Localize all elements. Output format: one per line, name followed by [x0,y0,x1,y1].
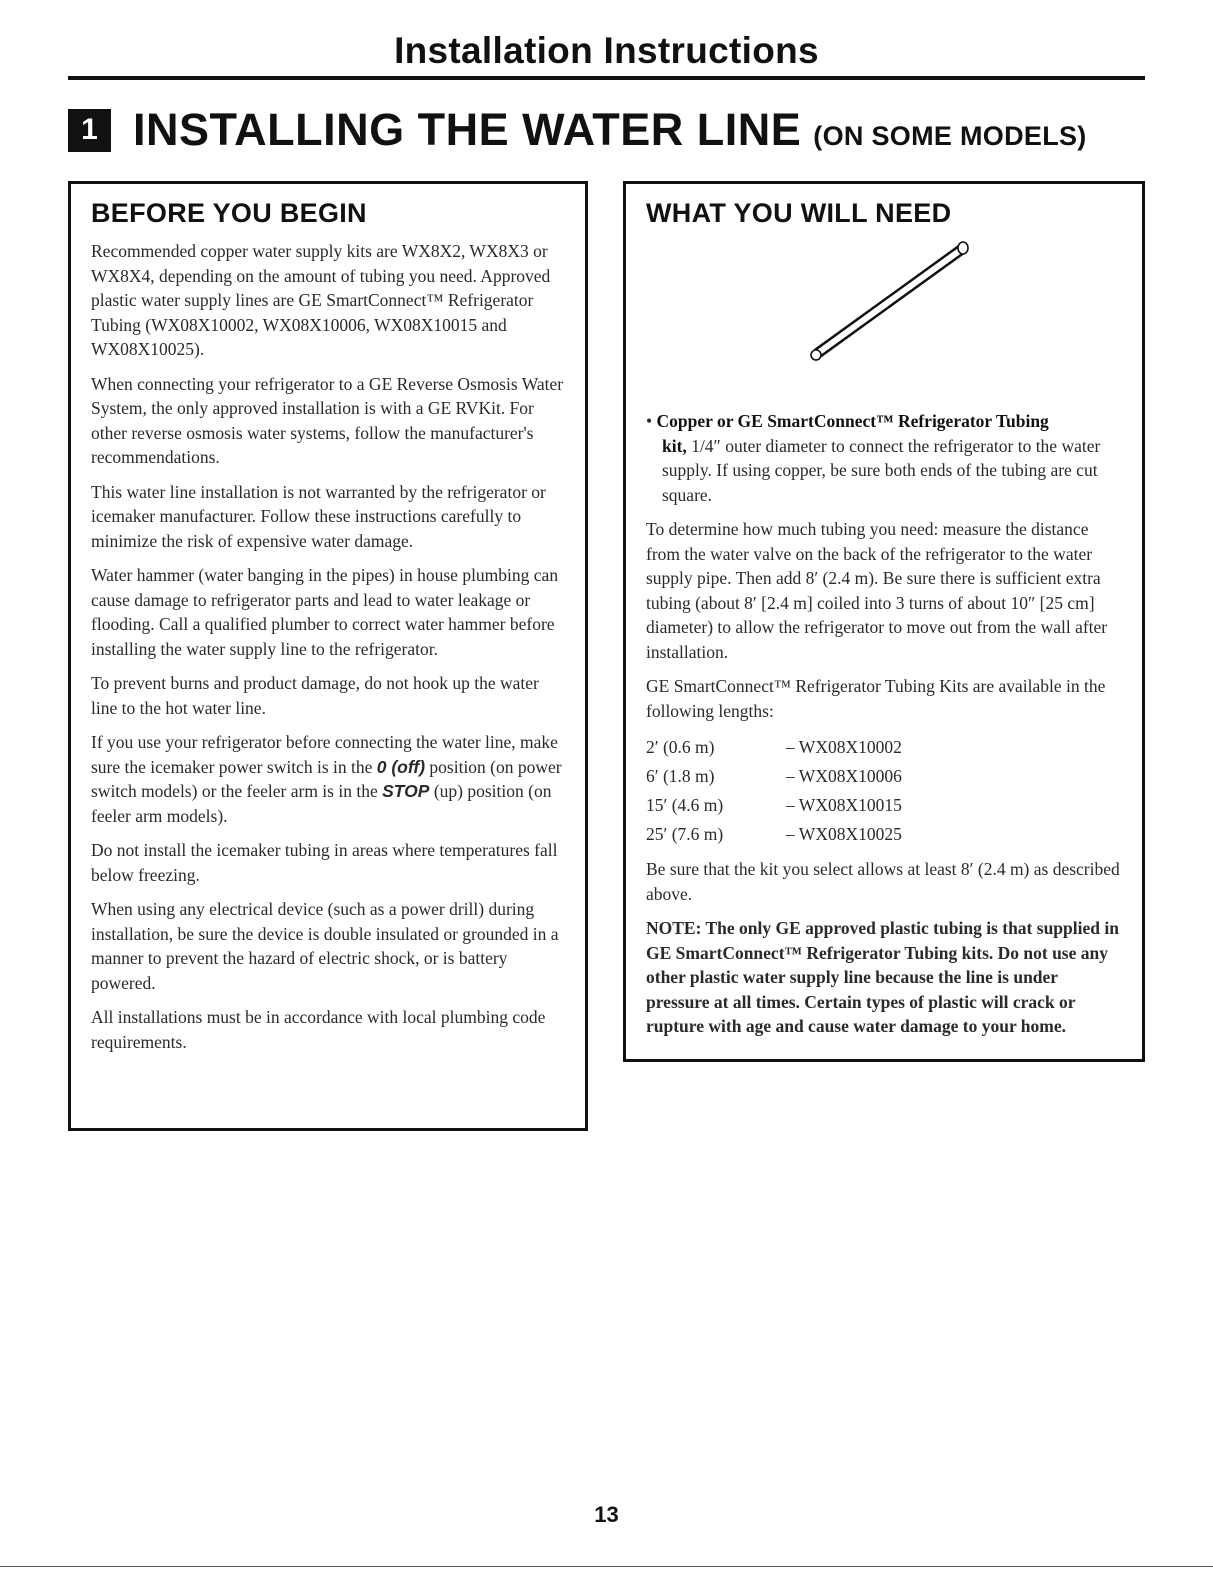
section-heading [68,104,1087,155]
off-position-label: 0 (off) [376,756,426,777]
part-number-cell: – WX08X10006 [786,766,902,786]
paragraph-reverse-osmosis: When connecting your refrigerator to a GE Reverse Osmosis Water System, the only approved installation is with a GE RVKit. For other reverse osmosis water systems, follow the manufacturer's recommendations. [91,373,564,467]
tubing-kit-bullet: • Copper or GE SmartConnect™ Refrigerator Tubing kit, 1/4″ outer diameter to connect the refrigerator to the water supply. If using copper, be sure both ends of the tubing are cut square. [646,411,1101,505]
table-row [646,820,902,849]
section-subtitle: (ON SOME MODELS) [813,120,1087,151]
paragraph-water-hammer: Water hammer (water banging in the pipes) in house plumbing can cause damage to refrigerator parts and lead to water leakage or flooding. Call a qualified plumber to correct water hammer before installing the water supply line to the refrigerator. [91,565,559,659]
before-you-begin-box [68,181,588,1131]
footer-rule [0,1566,1213,1567]
length-cell: 6′ (1.8 m) [646,766,715,786]
tubing-illustration [646,239,1124,409]
page-header-title: Installation Instructions [394,30,819,71]
table-row [646,762,902,791]
tubing-kit-description: 1/4″ outer diameter to connect the refrigerator to the water supply. If using copper, be sure both ends of the tubing are cut square. [662,435,1101,505]
part-number-cell: – WX08X10025 [786,824,902,844]
paragraph-available-lengths: GE SmartConnect™ Refrigerator Tubing Kits are available in the following lengths: [646,676,1106,721]
paragraph-measure-tubing: To determine how much tubing you need: measure the distance from the water valve on the back of the refrigerator to the water supply pipe. Then add 8′ (2.4 m). Be sure there is sufficient extra tubing (about 8′ [2.4 m] coiled into 3 turns of about 10″ [25 cm] diameter) to allow the refrigerator to move out from the wall after installation. [646,519,1108,662]
step-number-badge: 1 [68,109,111,152]
paragraph-kit-selection: Be sure that the kit you select allows at least 8′ (2.4 m) as described above. [646,859,1120,904]
paragraph-freezing: Do not install the icemaker tubing in areas where temperatures fall below freezing. [91,840,558,885]
table-row [646,733,902,762]
section-title: INSTALLING THE WATER LINE [133,104,802,155]
icemaker-text-b: position (on power switch models) or the feeler arm is in the [91,756,562,801]
length-cell: 2′ (0.6 m) [646,737,715,757]
length-cell: 25′ (7.6 m) [646,824,724,844]
tubing-icon [796,239,976,369]
tubing-kit-bold: Copper or GE SmartConnect™ Refrigerator Tubing [656,411,1049,431]
icemaker-text-a: If you use your refrigerator before connecting the water line, make sure the icemaker power switch is in the [91,732,558,777]
what-you-will-need-box [623,181,1145,1062]
paragraph-hot-water: To prevent burns and product damage, do not hook up the water line to the hot water line. [91,673,539,718]
part-number-cell: – WX08X10002 [786,737,902,757]
icemaker-text-c: (up) position (on feeler arm models). [91,781,552,826]
part-number-cell: – WX08X10015 [786,795,902,815]
table-row [646,791,902,820]
plastic-tubing-note: NOTE: The only GE approved plastic tubing is that supplied in GE SmartConnect™ Refrigerator Tubing kits. Do not use any other plastic water supply line because the line is under pressure at all times. Certain types of plastic will crack or rupture with age and cause water damage to your home. [646,918,1119,1036]
paragraph-electrical: When using any electrical device (such as a power drill) during installation, be sure the device is double insulated or grounded in a manner to prevent the hazard of electric shock, or is battery powered. [91,899,559,993]
tubing-lengths-table [646,733,902,849]
what-you-will-need-heading: WHAT YOU WILL NEED [646,198,952,228]
tubing-kit-word: kit, [662,435,687,456]
paragraph-icemaker-switch [91,730,567,828]
header-rule [68,76,1145,80]
page-number: 13 [594,1502,619,1527]
paragraph-plumbing-code: All installations must be in accordance with local plumbing code requirements. [91,1007,546,1052]
before-you-begin-heading: BEFORE YOU BEGIN [91,198,367,228]
paragraph-copper-kits: Recommended copper water supply kits are WX8X2, WX8X3 or WX8X4, depending on the amount of tubing you need. Approved plastic water supply lines are GE SmartConnect™ Refrigerator Tubing (WX08X10002, WX08X10006, WX08X10015 and WX08X10025). [91,241,551,359]
paragraph-warranty: This water line installation is not warranted by the refrigerator or icemaker manufacturer. Follow these instructions carefully to minimize the risk of expensive water damage. [91,481,546,551]
length-cell: 15′ (4.6 m) [646,795,724,815]
stop-position-label: STOP [382,781,430,801]
